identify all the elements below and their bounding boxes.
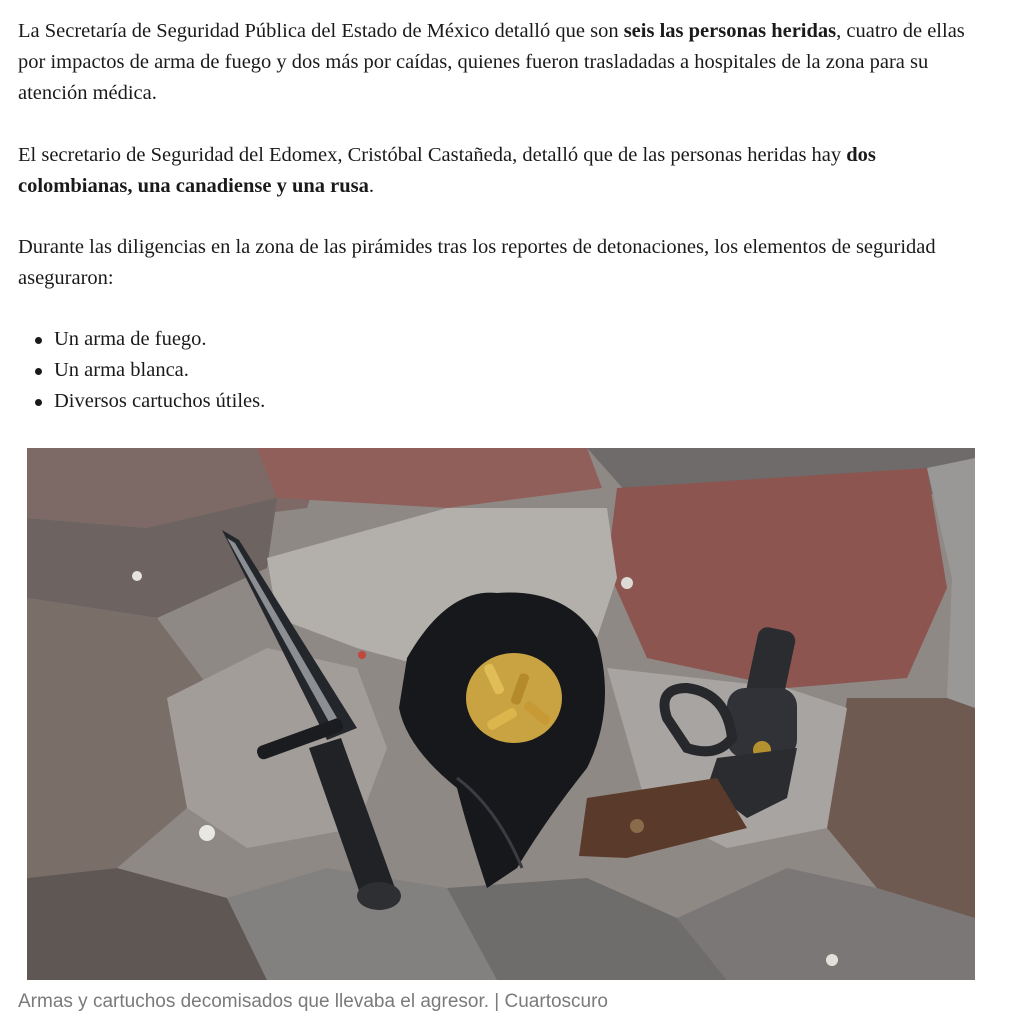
stone-pebble — [621, 577, 633, 589]
paragraph-text: , cuatro de ellas por impactos de arma de fuego y dos más por caídas, quienes fueron trasladadas a hospitales de la zona para su atención médica. — [18, 20, 965, 104]
stone-pebble — [132, 571, 142, 581]
revolver-grip-medallion — [630, 819, 644, 833]
paragraph-injured — [18, 16, 993, 109]
paragraph-text: El secretario de Seguridad del Edomex, Cristóbal Castañeda, detalló que de las personas heridas hay — [18, 144, 847, 166]
list-item: Diversos cartuchos útiles. — [18, 386, 265, 417]
article-photo — [27, 448, 975, 980]
list-item: Un arma blanca. — [18, 355, 265, 386]
knife-pommel — [357, 882, 401, 910]
photo-caption: Armas y cartuchos decomisados que llevaba el agresor. | Cuartoscuro — [18, 991, 609, 1012]
stone-pebble — [358, 651, 366, 659]
stone-pebble — [199, 825, 215, 841]
seized-items-list — [18, 324, 265, 417]
stone-pebble — [826, 954, 838, 966]
paragraph-text: . — [368, 175, 374, 197]
paragraph-text: La Secretaría de Seguridad Pública del Estado de México detalló que son — [18, 20, 624, 42]
list-item: Un arma de fuego. — [18, 324, 265, 355]
paragraph-bold-text: seis las personas heridas — [623, 20, 837, 42]
paragraph-bold-text: dos colombianas, una canadiense y una rusa — [18, 144, 876, 197]
paragraph-nationalities — [18, 140, 993, 202]
paragraph-seized: Durante las diligencias en la zona de las pirámides tras los reportes de detonaciones, los elementos de seguridad aseguraron: — [18, 236, 936, 289]
